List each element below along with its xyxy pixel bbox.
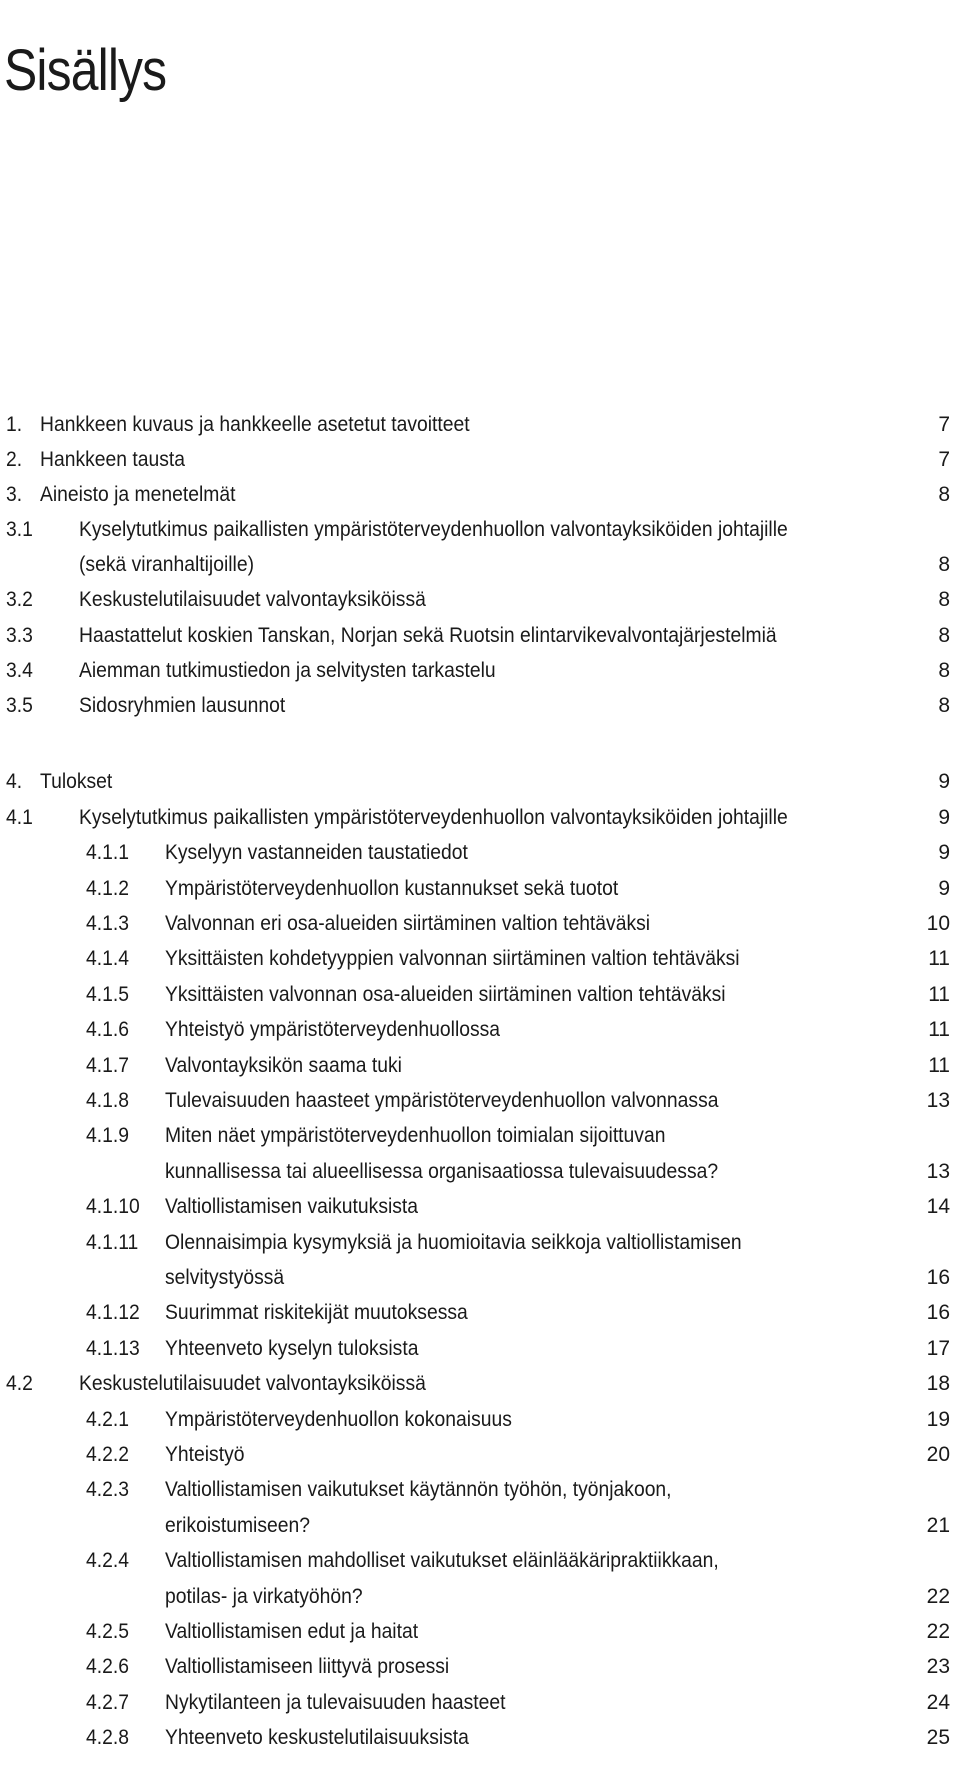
toc-entry[interactable] [0,1192,960,1222]
toc-title: Tulokset [40,770,113,793]
toc-entry[interactable] [0,656,960,686]
toc-entry[interactable] [0,1051,960,1081]
toc-number: 4.1.10 [86,1195,140,1218]
toc-number: 4.1.3 [86,912,129,935]
toc-number: 4.1.4 [86,947,129,970]
toc-title: Hankkeen tausta [40,448,186,471]
toc-entry[interactable] [0,550,960,580]
toc-page-number: 23 [926,1655,950,1678]
toc-page-number: 17 [926,1337,950,1360]
toc-number: 4.2.3 [86,1478,129,1501]
toc-title: Yhteenveto keskustelutilaisuuksista [165,1726,469,1749]
toc-page-number: 24 [926,1691,950,1714]
toc-number: 4.2.8 [86,1726,129,1749]
toc-page-number: 21 [926,1514,950,1537]
toc-title: erikoistumiseen? [165,1514,310,1537]
toc-title: Aiemman tutkimustiedon ja selvitysten tarkastelu [79,659,496,682]
toc-page-number: 9 [938,877,950,900]
toc-title: kunnallisessa tai alueellisessa organisaatiossa tulevaisuudessa? [165,1160,719,1183]
toc-title: Valtiollistamisen vaikutukset käytännön työhön, työnjakoon, [165,1478,672,1501]
toc-page-number: 8 [938,483,950,506]
toc-title: Miten näet ympäristöterveydenhuollon toimialan sijoittuvan [165,1124,666,1147]
toc-entry[interactable] [0,480,960,510]
toc-number: 4.1.8 [86,1089,129,1112]
toc-number: 3.1 [6,518,33,541]
toc-entry[interactable] [0,445,960,475]
toc-page-number: 16 [926,1266,950,1289]
toc-title: Ympäristöterveydenhuollon kokonaisuus [165,1408,512,1431]
toc-page-number: 8 [938,588,950,611]
toc-title: Valtiollistamisen mahdolliset vaikutukset eläinlääkäripraktiikkaan, [165,1549,719,1572]
toc-entry[interactable] [0,909,960,939]
toc-title: Valtiollistamisen vaikutuksista [165,1195,419,1218]
toc-entry[interactable] [0,1228,960,1258]
toc-page-number: 22 [926,1585,950,1608]
toc-title: Yksittäisten kohdetyyppien valvonnan siirtäminen valtion tehtäväksi [165,947,740,970]
toc-title: Keskustelutilaisuudet valvontayksiköissä [79,588,426,611]
toc-page-number: 13 [926,1089,950,1112]
toc-title: potilas- ja virkatyöhön? [165,1585,363,1608]
toc-number: 1. [6,413,23,436]
toc-entry[interactable] [0,874,960,904]
toc-title: Yhteistyö ympäristöterveydenhuollossa [165,1018,501,1041]
toc-page-number: 10 [926,912,950,935]
toc-entry[interactable] [0,1369,960,1399]
toc-number: 3.3 [6,624,33,647]
toc-number: 4.2.1 [86,1408,129,1431]
page-title: Sisällys [4,37,167,103]
toc-page-number: 7 [938,448,950,471]
toc-entry[interactable] [0,1440,960,1470]
toc-title: Olennaisimpia kysymyksiä ja huomioitavia seikkoja valtiollistamisen [165,1231,742,1254]
toc-number: 4.1.9 [86,1124,129,1147]
toc-entry[interactable] [0,515,960,545]
toc-entry[interactable] [0,1546,960,1576]
toc-number: 4.1.11 [86,1231,139,1254]
toc-page-number: 9 [938,806,950,829]
toc-page-number: 18 [926,1372,950,1395]
toc-title: Yksittäisten valvonnan osa-alueiden siirtäminen valtion tehtäväksi [165,983,726,1006]
toc-entry[interactable] [0,803,960,833]
toc-number: 3. [6,483,23,506]
toc-entry[interactable] [0,1263,960,1293]
toc-page-number: 8 [938,624,950,647]
toc-title: Aineisto ja menetelmät [40,483,236,506]
toc-title: Kyselytutkimus paikallisten ympäristöterveydenhuollon valvontayksiköiden johtajille [79,518,788,541]
toc-number: 4.1.5 [86,983,129,1006]
toc-page-number: 9 [938,841,950,864]
toc-page-number: 19 [926,1408,950,1431]
toc-page-number: 8 [938,553,950,576]
toc-number: 4.2.2 [86,1443,129,1466]
toc-number: 3.2 [6,588,33,611]
toc-entry[interactable] [0,944,960,974]
toc-title: Hankkeen kuvaus ja hankkeelle asetetut tavoitteet [40,413,470,436]
toc-number: 4.2.4 [86,1549,129,1572]
toc-entry[interactable] [0,410,960,440]
toc-title: Suurimmat riskitekijät muutoksessa [165,1301,468,1324]
toc-title: Kyselytutkimus paikallisten ympäristöterveydenhuollon valvontayksiköiden johtajille [79,806,788,829]
toc-page-number: 16 [926,1301,950,1324]
toc-entry[interactable] [0,767,960,797]
toc-entry[interactable] [0,1475,960,1505]
toc-page-number: 8 [938,694,950,717]
toc-entry[interactable] [0,980,960,1010]
toc-number: 4.1 [6,806,33,829]
toc-page-number: 14 [926,1195,950,1218]
toc-entry[interactable] [0,1511,960,1541]
toc-title: Ympäristöterveydenhuollon kustannukset sekä tuotot [165,877,619,900]
toc-number: 3.5 [6,694,33,717]
toc-title: Haastattelut koskien Tanskan, Norjan sekä Ruotsin elintarvikevalvontajärjestelmiä [79,624,777,647]
toc-entry[interactable] [0,1617,960,1647]
toc-entry[interactable] [0,1652,960,1682]
toc-entry[interactable] [0,1015,960,1045]
toc-entry[interactable] [0,1298,960,1328]
toc-entry[interactable] [0,1334,960,1364]
toc-title: Yhteenveto kyselyn tuloksista [165,1337,419,1360]
toc-title: Valvonnan eri osa-alueiden siirtäminen valtion tehtäväksi [165,912,651,935]
toc-page-number: 11 [928,1018,950,1041]
toc-page-number: 7 [938,413,950,436]
toc-title: Nykytilanteen ja tulevaisuuden haasteet [165,1691,506,1714]
toc-title: Keskustelutilaisuudet valvontayksiköissä [79,1372,426,1395]
toc-title: Valvontayksikön saama tuki [165,1054,402,1077]
toc-number: 4.1.2 [86,877,129,900]
toc-entry[interactable] [0,585,960,615]
toc-title: selvitystyössä [165,1266,285,1289]
toc-page-number: 11 [928,1054,950,1077]
toc-title: Sidosryhmien lausunnot [79,694,286,717]
toc-entry[interactable] [0,1582,960,1612]
toc-title: Kyselyyn vastanneiden taustatiedot [165,841,468,864]
toc-entry[interactable] [0,1723,960,1753]
toc-entry[interactable] [0,1121,960,1151]
toc-title: Valtiollistamisen edut ja haitat [165,1620,419,1643]
toc-entry[interactable] [0,621,960,651]
toc-page-number: 11 [928,983,950,1006]
toc-title: Yhteistyö [165,1443,245,1466]
toc-entry[interactable] [0,1688,960,1718]
toc-number: 4.1.7 [86,1054,129,1077]
toc-number: 4.1.6 [86,1018,129,1041]
toc-entry[interactable] [0,1157,960,1187]
toc-number: 3.4 [6,659,33,682]
toc-number: 4.2 [6,1372,33,1395]
toc-number: 4.2.5 [86,1620,129,1643]
toc-number: 4.2.7 [86,1691,129,1714]
toc-number: 2. [6,448,23,471]
toc-number: 4.1.12 [86,1301,140,1324]
toc-title: Tulevaisuuden haasteet ympäristöterveydenhuollon valvonnassa [165,1089,719,1112]
toc-page-number: 20 [926,1443,950,1466]
toc-page-number: 22 [926,1620,950,1643]
toc-number: 4.2.6 [86,1655,129,1678]
toc-entry[interactable] [0,691,960,721]
toc-entry[interactable] [0,838,960,868]
toc-title: Valtiollistamiseen liittyvä prosessi [165,1655,450,1678]
toc-number: 4.1.13 [86,1337,140,1360]
toc-page-number: 13 [926,1160,950,1183]
toc-page-number: 11 [928,947,950,970]
toc-page-number: 9 [938,770,950,793]
toc-entry[interactable] [0,1086,960,1116]
toc-number: 4. [6,770,23,793]
toc-page-number: 8 [938,659,950,682]
toc-number: 4.1.1 [86,841,129,864]
toc-title: (sekä viranhaltijoille) [79,553,255,576]
toc-page-number: 25 [926,1726,950,1749]
toc-entry[interactable] [0,1405,960,1435]
